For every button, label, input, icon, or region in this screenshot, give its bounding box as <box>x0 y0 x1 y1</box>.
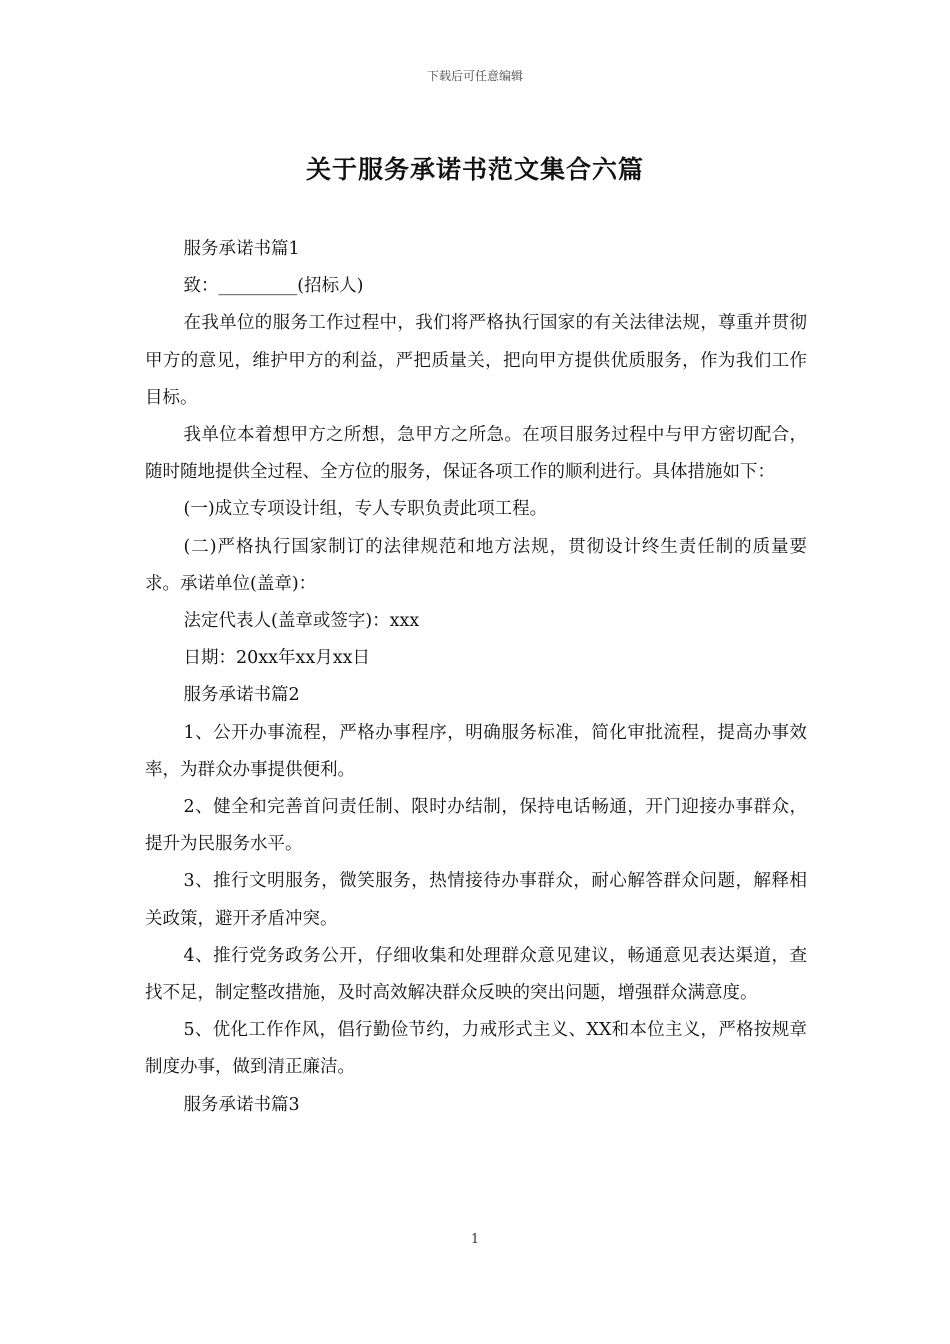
paragraph: 在我单位的服务工作过程中，我们将严格执行国家的有关法律法规，尊重并贯彻甲方的意见，维护甲方的利益，严把质量关，把向甲方提供优质服务，作为我们工作目标。 <box>145 313 807 408</box>
section-heading-1: 服务承诺书篇1 <box>183 239 300 259</box>
paragraph: 我单位本着想甲方之所想，急甲方之所急。在项目服务过程中与甲方密切配合，随时随地提供全过程、全方位的服务，保证各项工作的顺利进行。具体措施如下： <box>145 425 807 483</box>
list-item: 2、健全和完善首问责任制、限时办结制，保持电话畅通，开门迎接办事群众，提升为民服务水平。 <box>145 797 807 855</box>
section-heading-2: 服务承诺书篇2 <box>183 685 300 706</box>
list-item: 4、推行党务政务公开，仔细收集和处理群众意见建议，畅通意见表达渠道，查找不足，制定整改措施，及时高效解决群众反映的突出问题，增强群众满意度。 <box>145 945 807 1004</box>
header-note: 下载后可任意编辑 <box>426 69 523 83</box>
signature-line: 法定代表人(盖章或签字)：xxx <box>183 611 420 632</box>
section-heading-3: 服务承诺书篇3 <box>183 1094 300 1115</box>
measure-item: (一)成立专项设计组，专人专职负责此项工程。 <box>183 499 548 520</box>
list-item: 3、推行文明服务，微笑服务，热情接待办事群众，耐心解答群众问题，解释相关政策，避开矛盾冲突。 <box>145 871 807 929</box>
measure-item: (二)严格执行国家制订的法律规范和地方法规，贯彻设计终生责任制的质量要求。承诺单位(盖章)： <box>145 536 807 594</box>
document-body <box>145 231 807 1124</box>
list-item: 5、优化工作作风，倡行勤俭节约，力戒形式主义、XX和本位主义，严格按规章制度办事，做到清正廉洁。 <box>145 1020 807 1078</box>
list-item: 1、公开办事流程，严格办事程序，明确服务标准，简化审批流程，提高办事效率，为群众办事提供便利。 <box>145 722 807 780</box>
addressee-line: 致：_________(招标人) <box>183 276 364 297</box>
page-number: 1 <box>470 1232 480 1247</box>
date-line: 日期：20xx年xx月xx日 <box>183 648 370 669</box>
document-title: 关于服务承诺书范文集合六篇 <box>305 155 644 184</box>
